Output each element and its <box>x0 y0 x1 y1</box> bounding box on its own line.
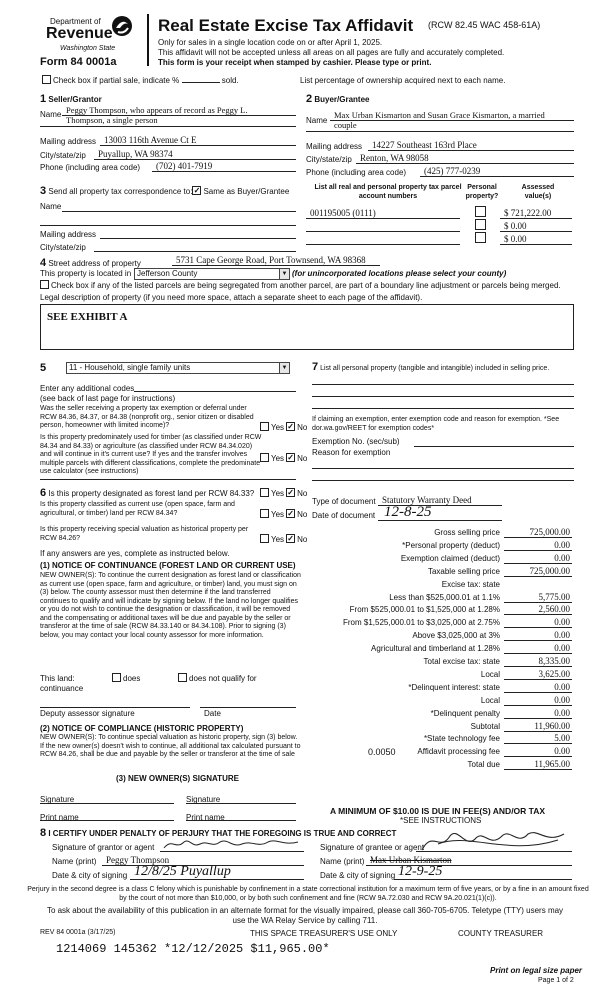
header-line3: This form is your receipt when stamped by cashier. Please type or print. <box>158 58 432 67</box>
forest-yes-checkbox[interactable] <box>260 488 269 497</box>
logo-state: Washington State <box>60 45 116 52</box>
treasurer-stamp: 1214069 145362 *12/12/2025 $11,965.00* <box>56 942 330 956</box>
partial-sale-checkbox[interactable] <box>42 75 51 84</box>
tax-row-value[interactable]: 11,960.00 <box>534 721 570 731</box>
tax-row-value[interactable]: 0.00 <box>554 540 570 550</box>
chevron-down-icon[interactable]: ▼ <box>279 363 289 373</box>
street-label: 4 Street address of property <box>40 257 141 269</box>
county-treasurer: COUNTY TREASURER <box>458 929 544 938</box>
tax-row-value[interactable]: 3,625.00 <box>538 669 570 679</box>
grantor-name[interactable]: Peggy Thompson <box>106 855 170 865</box>
tax-row-label: Affidavit processing fee <box>417 747 500 756</box>
header-line2: This affidavit will not be accepted unless all areas on all pages are fully and accurately completed. <box>158 48 505 57</box>
forest-no-checkbox[interactable]: ✓ <box>287 488 294 498</box>
seller-heading: 1 Seller/Grantor <box>40 93 102 105</box>
revision-number: REV 84 0001a (3/17/25) <box>40 929 116 936</box>
exemption-number-label: Exemption No. (sec/sub) <box>312 437 400 446</box>
tax-row-value[interactable]: 0.00 <box>554 695 570 705</box>
buyer-mail[interactable]: 14227 Southeast 163rd Place <box>372 140 477 150</box>
see-instructions: *SEE INSTRUCTIONS <box>400 816 482 825</box>
timber-yes-checkbox[interactable] <box>260 453 269 462</box>
current-use-question: Is this property classified as current use (open space, farm and agricultural, or timber) land per RCW 84.34? <box>40 501 235 517</box>
located-label: This property is located in <box>40 269 132 278</box>
grantor-signature[interactable] <box>162 836 302 852</box>
does-not-checkbox[interactable] <box>178 673 187 682</box>
personal-property-checkbox-2[interactable] <box>475 219 486 230</box>
section5-number: 5 <box>40 362 47 374</box>
grantor-date-label: Date & city of signing <box>52 871 128 880</box>
county-select[interactable]: Jefferson County ▼ <box>134 268 290 280</box>
current-use-yes-checkbox[interactable] <box>260 509 269 518</box>
form-rcw: (RCW 82.45 WAC 458-61A) <box>428 20 541 30</box>
forest-question: 6 Is this property designated as forest land per RCW 84.33? <box>40 487 255 499</box>
notice1-text: NEW OWNER(S): To continue the current designation as forest land or classification as current use (open space, farm and agriculture, or timber) land, you must sign on (3) below. The county assessor must then determine if the land transferred continues to qualify and will indicate by signing below. If the land no longer qualifies or you do not wish to continue the designation or classification, it will be removed and the compensating or additional taxes will be due and payable by the seller or transferor at the time of sale (RCW 84.33.140 or 84.34.108). Prior to signing (3) below, you may contact your local county assessor for more information. <box>40 572 301 639</box>
street-address[interactable]: 5731 Cape George Road, Port Townsend, WA 98368 <box>176 255 366 265</box>
unincorporated-note: (for unincorporated locations please select your county) <box>292 269 507 278</box>
land-use-select[interactable]: 11 - Household, single family units ▼ <box>66 362 290 374</box>
does-row: does <box>112 674 140 684</box>
exemption-question: Was the seller receiving a property tax exemption or deferral under RCW 84.36, 84.37, or 84.38 (nonprofit org., senior citizen or disabled person, homeowner with limited income)? <box>40 405 254 429</box>
this-land-row: This land: <box>40 674 75 683</box>
historic-yes-checkbox[interactable] <box>260 534 269 543</box>
tax-row-label: Total due <box>467 760 500 769</box>
timber-yes-no: Yes ✓ No <box>260 454 307 464</box>
legal-description-box[interactable] <box>40 304 574 350</box>
tax-row-value[interactable]: 0.00 <box>554 630 570 640</box>
tax-row-label: Less than $525,000.01 at 1.1% <box>389 593 500 602</box>
buyer-name-2[interactable]: couple <box>334 120 357 130</box>
tax-row-label: Local <box>480 670 500 679</box>
corr-name-label: Name <box>40 202 62 211</box>
segregated-checkbox[interactable] <box>40 280 49 289</box>
tax-row-label: Total excise tax: state <box>423 657 500 666</box>
legal-size-note: Print on legal size paper <box>490 966 583 975</box>
seller-phone-label: Phone (including area code) <box>40 163 141 172</box>
timber-question: Is this property predominately used for timber (as classified under RCW 84.34 and 84.33) or agriculture (as classified under RCW 84.34.020) and will continue in it's current use? If yes and the transfer involves multiple parcels with different classifications, complete the predominate use calculator (see instructions) <box>40 434 262 475</box>
historic-yes-no: Yes ✓ No <box>260 535 307 545</box>
new-owner-signature-1[interactable]: Signature <box>40 795 75 804</box>
legal-description: SEE EXHIBIT A <box>47 311 128 323</box>
tax-row-label: Subtotal <box>470 722 500 731</box>
buyer-name[interactable]: Max Urban Kismarton and Susan Grace Kismarton, a married <box>334 110 545 120</box>
tax-row-value[interactable]: 0.00 <box>554 682 570 692</box>
buyer-heading: 2 Buyer/Grantee <box>306 93 370 105</box>
additional-codes-label: Enter any additional codes <box>40 384 135 393</box>
seller-mail-label: Mailing address <box>40 137 97 146</box>
grantee-date-city[interactable]: 12-9-25 <box>398 864 443 879</box>
notice2-title: (2) NOTICE OF COMPLIANCE (HISTORIC PROPERTY) <box>40 724 244 733</box>
tax-row-label: *Personal property (deduct) <box>402 541 500 550</box>
document-type-label: Type of document <box>312 497 376 506</box>
tax-row-label: Local <box>480 696 500 705</box>
buyer-phone[interactable]: (425) 777-0239 <box>424 166 481 176</box>
local-rate: 0.0050 <box>368 747 396 757</box>
seller-name-label: Name <box>40 110 62 119</box>
timber-no-checkbox[interactable]: ✓ <box>287 453 294 463</box>
grantee-name[interactable]: Max Urban Kismarton <box>370 855 452 865</box>
page-number: Page 1 of 2 <box>538 977 574 984</box>
continuance-label: continuance <box>40 684 84 693</box>
exemption-yes-checkbox[interactable] <box>260 422 269 431</box>
codes-note: (see back of last page for instructions) <box>40 394 176 403</box>
revenue-swirl-icon <box>110 14 134 42</box>
seller-name[interactable]: Peggy Thompson, who appears of record as Peggy L. <box>66 105 248 115</box>
parcel-number-1[interactable]: 001195005 (0111) <box>310 208 376 218</box>
tax-row-label: *State technology fee <box>423 734 500 743</box>
assessed-value-2[interactable]: $ 0.00 <box>504 221 527 231</box>
notice2-text: NEW OWNER(S): To continue special valuation as historic property, sign (3) below. If the new owner(s) doesn't wish to continue, all additional tax calculated pursuant to RCW 84.26, shall be due and payable by the seller or transferor at the time of sale <box>40 734 301 758</box>
grantor-signature-label: Signature of grantor or agent <box>52 843 155 852</box>
seller-mail[interactable]: 13003 116th Avenue Ct E <box>104 135 197 145</box>
ownership-note: List percentage of ownership acquired next to each name. <box>300 76 506 85</box>
current-use-no-checkbox[interactable]: ✓ <box>287 509 294 519</box>
historic-no-checkbox[interactable]: ✓ <box>287 534 294 544</box>
buyer-city[interactable]: Renton, WA 98058 <box>360 153 429 163</box>
buyer-city-label: City/state/zip <box>306 155 352 164</box>
form-number: Form 84 0001a <box>40 56 117 68</box>
seller-city-label: City/state/zip <box>40 151 86 160</box>
segregated-row: Check box if any of the listed parcels are being segregated from another parcel, are part of a boundary line adjustment or parcels being merged. <box>40 281 561 291</box>
new-owner-print-1[interactable]: Print name <box>40 813 79 822</box>
new-owner-print-2[interactable]: Print name <box>186 813 225 822</box>
tax-row-value[interactable]: 5.00 <box>554 733 570 743</box>
tax-row-label: Above $3,025,000 at 3% <box>412 631 500 640</box>
section3-heading: 3 Send all property tax correspondence to:✓ Same as Buyer/Grantee <box>40 185 290 197</box>
corr-city-label: City/state/zip <box>40 243 86 252</box>
logo-revenue: Revenue <box>46 25 113 42</box>
historic-question: Is this property receiving special valuation as historical property per RCW 84.26? <box>40 526 249 542</box>
seller-city[interactable]: Puyallup, WA 98374 <box>98 149 173 159</box>
tax-row-label: Gross selling price <box>434 528 500 537</box>
notice1-title: (1) NOTICE OF CONTINUANCE (FOREST LAND OR CURRENT USE) <box>40 561 296 570</box>
tax-row-label: From $525,000.01 to $1,525,000 at 1.28% <box>349 605 500 614</box>
notice3-title: (3) NEW OWNER(S) SIGNATURE <box>116 774 239 783</box>
grantee-signature-label: Signature of grantee or agent <box>320 843 425 852</box>
tax-row-label: Excise tax: state <box>441 580 500 589</box>
seller-phone[interactable]: (702) 401-7919 <box>156 161 213 171</box>
tax-row-value[interactable]: 725,000.00 <box>529 566 570 576</box>
perjury-notice: Perjury in the second degree is a class C felony which is punishable by confinement in a state correctional institution for a maximum term of five years, or by a fine in an amount fixed by the court of not more than $10,000, or by both such confinement and fine (RCW 9A.72.030 and RCW 9A.20.021(1)(c)). <box>27 886 589 902</box>
tax-row-value[interactable]: 8,335.00 <box>538 656 570 666</box>
corr-mail-label: Mailing address <box>40 230 97 239</box>
document-date[interactable]: 12-8-25 <box>384 504 432 520</box>
if-yes-note: If any answers are yes, complete as instructed below. <box>40 549 230 558</box>
tax-row-label: Exemption claimed (deduct) <box>400 554 500 563</box>
does-not-row: does not qualify for <box>178 674 257 684</box>
tax-row-label: *Delinquent interest: state <box>408 683 500 692</box>
section7-text: 7 List all personal property (tangible and intangible) included in selling price. <box>312 361 550 373</box>
same-as-buyer-checkbox[interactable]: ✓ <box>193 186 201 196</box>
tax-row-value[interactable]: 0.00 <box>554 746 570 756</box>
assessor-signature-label: Deputy assessor signature <box>40 709 135 718</box>
grantor-date-city[interactable]: 12/8/25 Puyallup <box>134 864 231 879</box>
tax-row-value[interactable]: 0.00 <box>554 617 570 627</box>
personal-header: Personal property? <box>465 184 499 200</box>
partial-sale-row: Check box if partial sale, indicate % sold. <box>42 76 239 86</box>
exemption-claim-text: If claiming an exemption, enter exemption code and reason for exemption. *See dor.wa.gov/REET for exemption codes* <box>312 416 560 432</box>
forest-yes-no: Yes ✓ No <box>260 489 307 499</box>
tax-row-value[interactable]: 11,965.00 <box>534 759 570 769</box>
header-line1: Only for sales in a single location code on or after April 1, 2025. <box>158 38 383 47</box>
tax-row-value[interactable]: 725,000.00 <box>529 527 570 537</box>
minimum-due: A MINIMUM OF $10.00 IS DUE IN FEE(S) AND/OR TAX <box>330 806 546 816</box>
seller-name-2[interactable]: Thompson, a single person <box>66 115 158 125</box>
buyer-name-label: Name <box>306 116 328 125</box>
exemption-no-checkbox[interactable]: ✓ <box>287 422 294 432</box>
buyer-phone-label: Phone (including area code) <box>306 168 407 177</box>
tax-row-label: Agricultural and timberland at 1.28% <box>371 644 500 653</box>
tax-row-value[interactable]: 0.00 <box>554 708 570 718</box>
tax-row-label: From $1,525,000.01 to $3,025,000 at 2.75% <box>342 618 500 627</box>
assessor-date-label: Date <box>204 709 221 718</box>
tax-row-label: *Delinquent penalty <box>430 709 500 718</box>
does-checkbox[interactable] <box>112 673 121 682</box>
certify-heading: 8 I CERTIFY UNDER PENALTY OF PERJURY THAT THE FOREGOING IS TRUE AND CORRECT <box>40 827 397 839</box>
buyer-mail-label: Mailing address <box>306 142 363 151</box>
document-date-label: Date of document <box>312 511 376 520</box>
legal-label: Legal description of property (if you need more space, attach a separate sheet to each page of the affidavit). <box>40 293 423 302</box>
exemption-yes-no: Yes ✓ No <box>260 423 307 433</box>
grantor-name-label: Name (print) <box>52 857 97 866</box>
revenue-logo <box>40 12 140 70</box>
assessed-header: Assessed value(s) <box>521 184 555 200</box>
exemption-reason-label: Reason for exemption <box>312 448 391 457</box>
tax-row-value[interactable]: 5,775.00 <box>538 592 570 602</box>
form-title: Real Estate Excise Tax Affidavit <box>158 16 414 35</box>
header-divider <box>147 14 149 66</box>
assessed-value-1[interactable]: $ 721,222.00 <box>504 208 552 218</box>
assessed-value-3[interactable]: $ 0.00 <box>504 234 527 244</box>
current-use-yes-no: Yes ✓ No <box>260 510 307 520</box>
tax-row-value[interactable]: 0.00 <box>554 643 570 653</box>
chevron-down-icon[interactable]: ▼ <box>279 269 289 279</box>
parcel-header: List all real and personal property tax parcel account numbers <box>314 184 462 200</box>
logo-dept: Department of <box>50 17 101 26</box>
tax-row-value[interactable]: 0.00 <box>554 553 570 563</box>
tax-row-label: Taxable selling price <box>427 567 500 576</box>
personal-property-checkbox-3[interactable] <box>475 232 486 243</box>
personal-property-checkbox-1[interactable] <box>475 206 486 217</box>
new-owner-signature-2[interactable]: Signature <box>186 795 221 804</box>
tax-row-value[interactable]: 2,560.00 <box>538 604 570 614</box>
alternate-format-note: To ask about the availability of this publication in an alternate format for the visually impaired, please call 360-705-6705. Teletype (TTY) users may use the WA Relay Service by calling 711. <box>46 906 564 925</box>
grantee-date-label: Date & city of signing <box>320 871 396 880</box>
grantee-name-label: Name (print) <box>320 857 365 866</box>
treasurer-use-only: THIS SPACE TREASURER'S USE ONLY <box>250 929 398 938</box>
document-type[interactable]: Statutory Warranty Deed <box>382 495 472 505</box>
